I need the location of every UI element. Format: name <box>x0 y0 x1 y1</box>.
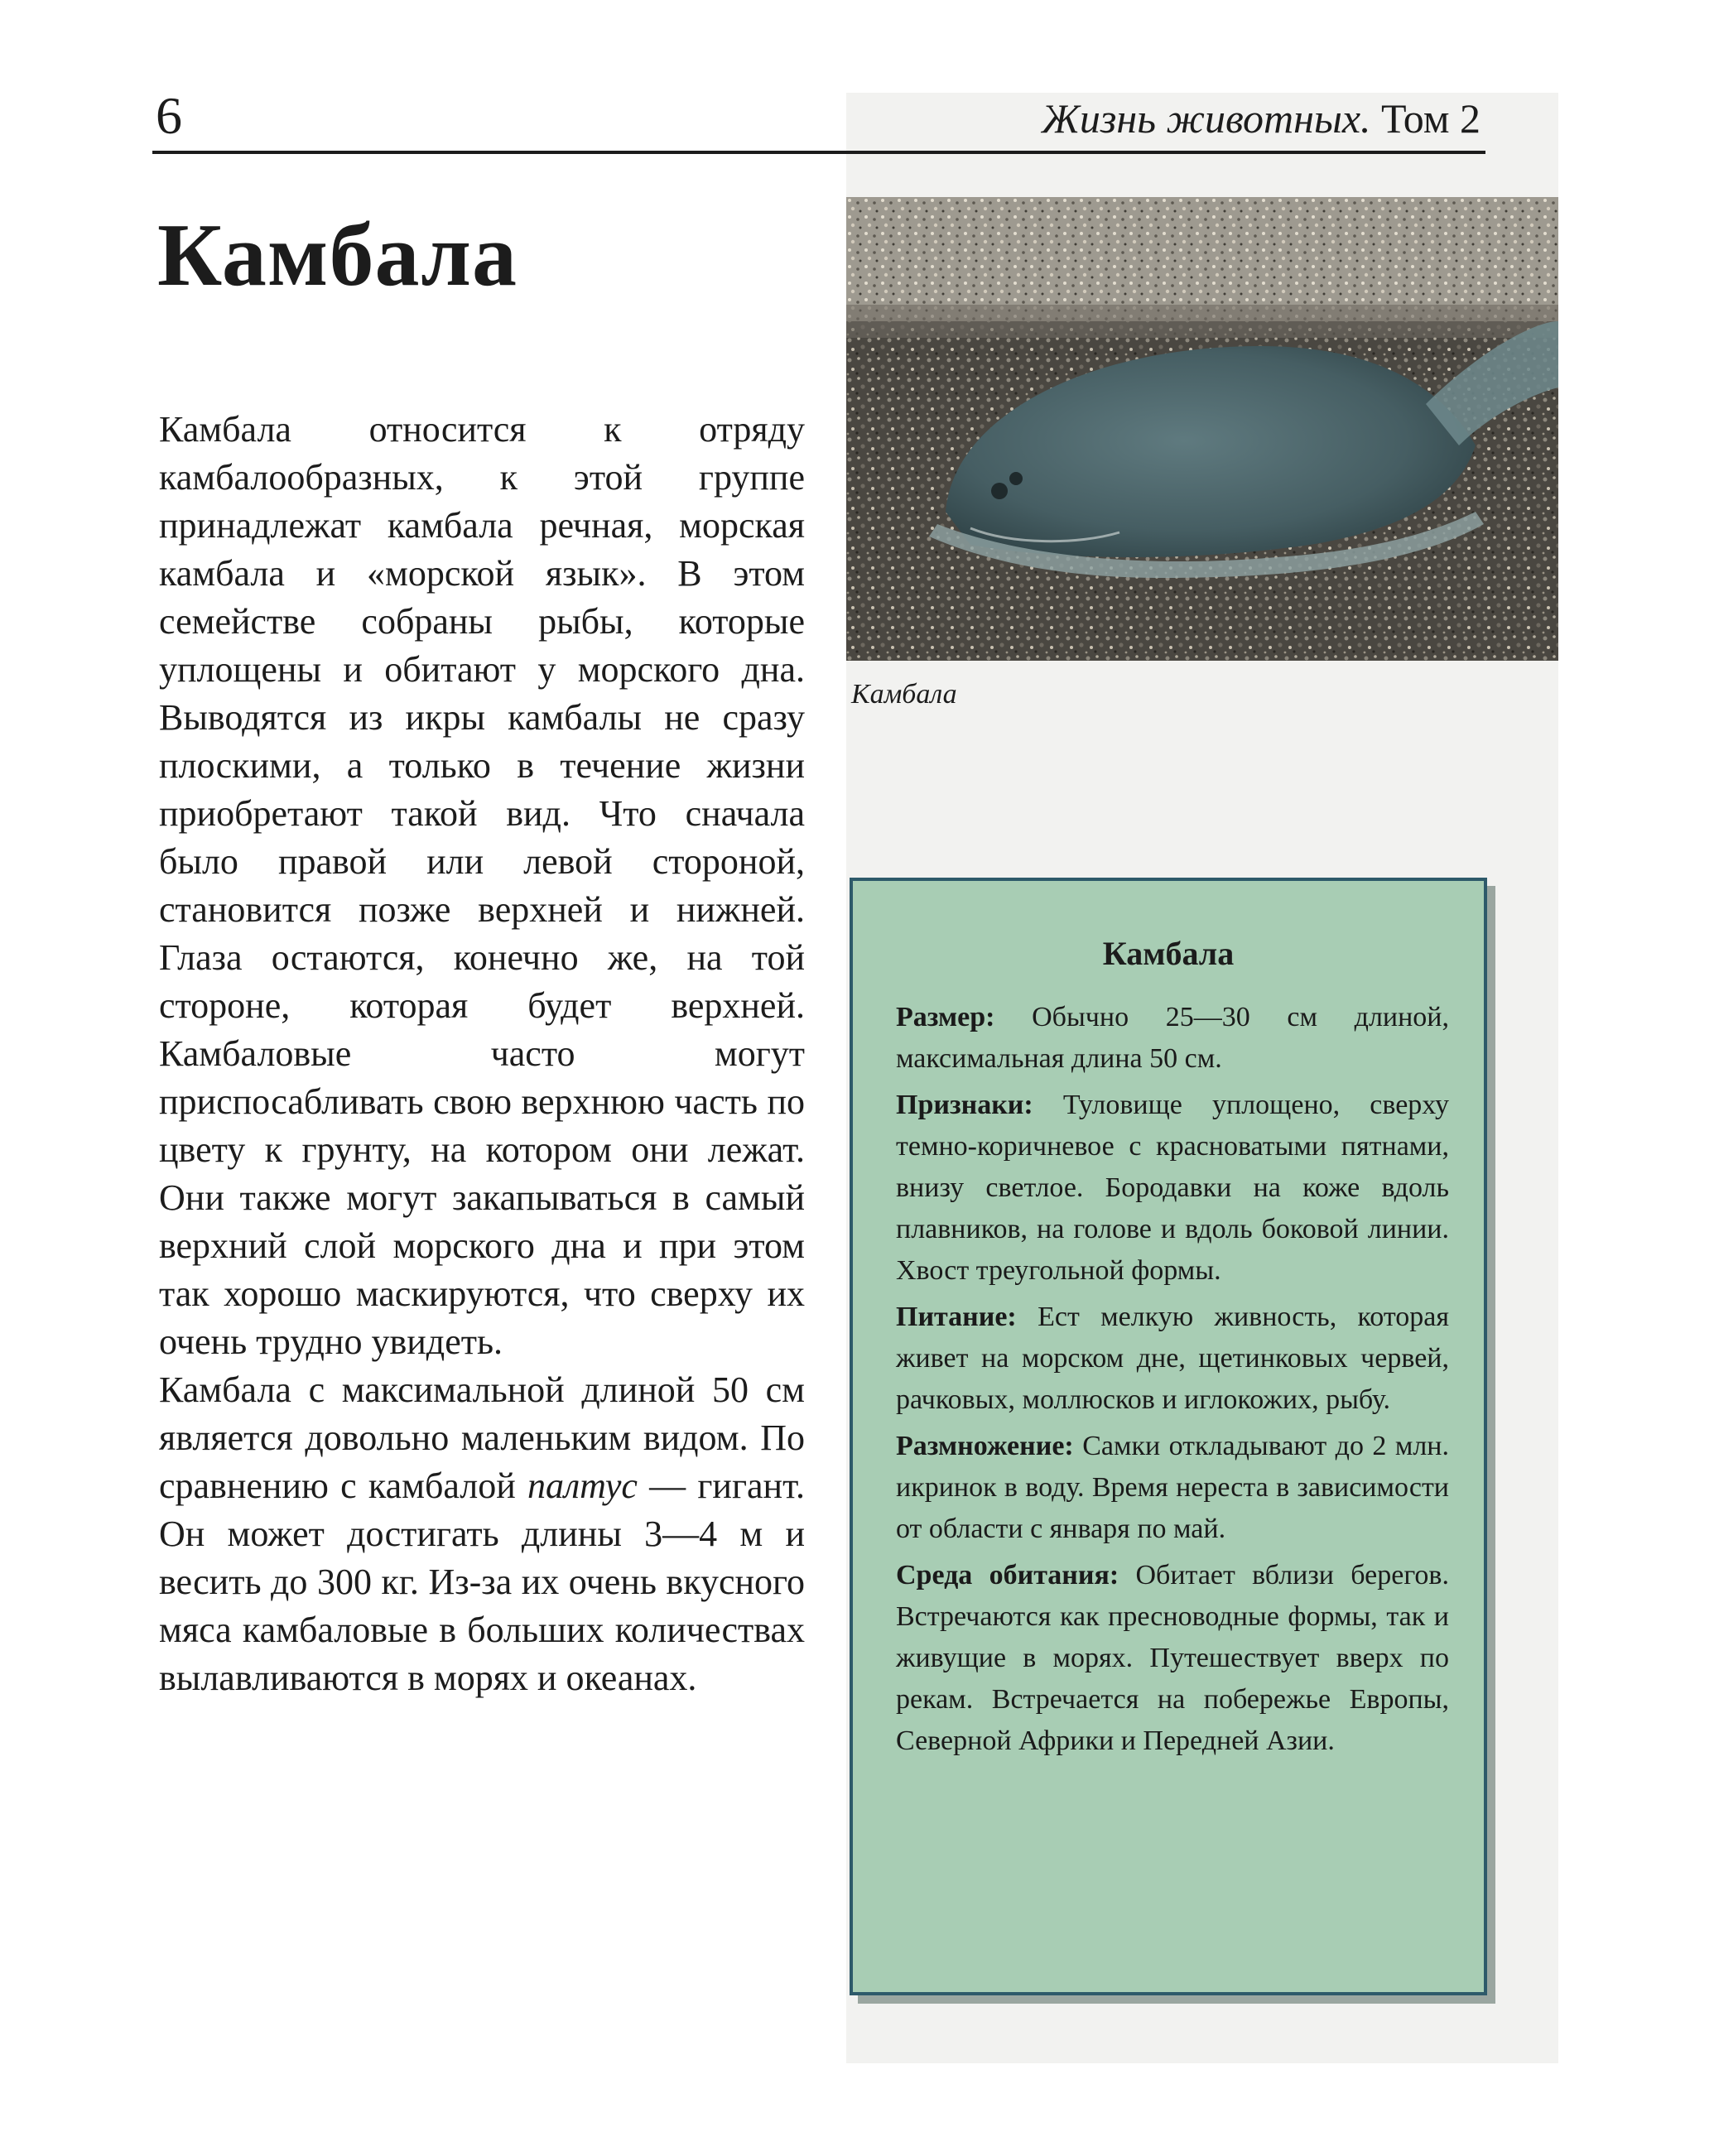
fact-food-text: Ест мелкую живность, которая живет на морском дне, щетинковых червей, рачковых, моллюсков и иглокожих, рыбу. <box>896 1302 1449 1415</box>
fact-box <box>850 878 1487 1995</box>
fact-features-label: Признаки: <box>896 1090 1033 1120</box>
paragraph-2-start: Камбала с максимальной длиной 50 см является довольно маленьким видом. По сравнению с камбалой <box>159 1369 805 1506</box>
paragraph-2-end: — гигант. Он может достигать длины 3—4 м и весить до 300 кг. Из-за их очень вкусного мяса камбаловые в больших количествах вылавливаются в морях и океанах. <box>159 1465 806 1698</box>
fact-size <box>896 997 1449 1080</box>
article-paragraph-2 <box>159 1366 805 1702</box>
article-body <box>159 406 805 1702</box>
fact-features <box>896 1085 1449 1292</box>
fact-food <box>896 1297 1449 1421</box>
fact-food-label: Питание: <box>896 1302 1017 1332</box>
fact-features-text: Туловище уплощено, сверху темно-коричневое с красноватыми пятнами, внизу светлое. Бородавки на коже вдоль плавников, на голове и вдоль боковой линии. Хвост треугольной формы. <box>896 1090 1449 1286</box>
flounder-photo <box>846 197 1558 661</box>
fact-box-title: Камбала <box>1102 935 1235 972</box>
halibut-term: палтус <box>527 1465 638 1506</box>
running-head <box>1042 95 1480 142</box>
fact-habitat-text: Обитает вблизи берегов. Встречаются как пресноводные формы, так и живущие в морях. Путешествует вверх по рекам. Встречается на побережье Европы, Северной Африки и Передней Азии. <box>896 1560 1449 1756</box>
fact-habitat-label: Среда обитания: <box>896 1560 1119 1591</box>
fact-breeding <box>896 1426 1449 1550</box>
article-title: Камбала <box>157 206 518 305</box>
running-head-title: Жизнь животных. <box>1042 95 1371 142</box>
header-rule <box>152 151 1485 154</box>
fact-habitat <box>896 1555 1449 1762</box>
running-head-volume: Том 2 <box>1381 95 1480 142</box>
page-number: 6 <box>156 86 182 145</box>
fact-size-text: Обычно 25—30 см длиной, максимальная длина 50 см. <box>896 1002 1449 1074</box>
fact-breeding-text: Самки откладывают до 2 млн. икринок в воду. Время нереста в зависимости от области с января по май. <box>896 1431 1449 1544</box>
article-paragraph-1: Камбала относится к отряду камбалообразных, к этой группе принадлежат камбала речная, морская камбала и «морской язык». В этом семействе собраны рыбы, которые уплощены и обитают у морского дна. Выводятся из икры камбалы не сразу плоскими, а только в течение жизни приобретают такой вид. Что сначала было правой или левой стороной, становится позже верхней и нижней. Глаза остаются, конечно же, на той стороне, которая будет верхней. Камбаловые часто могут приспосабливать свою верхнюю часть по цвету к грунту, на котором они лежат. Они также могут закапываться в самый верхний слой морского дна и при этом так хорошо маскируются, что сверху их очень трудно увидеть. <box>159 409 805 1362</box>
fact-breeding-label: Размножение: <box>896 1431 1074 1461</box>
fact-size-label: Размер: <box>896 1002 995 1032</box>
photo-caption: Камбала <box>851 679 957 710</box>
fact-box-body <box>896 997 1449 1767</box>
